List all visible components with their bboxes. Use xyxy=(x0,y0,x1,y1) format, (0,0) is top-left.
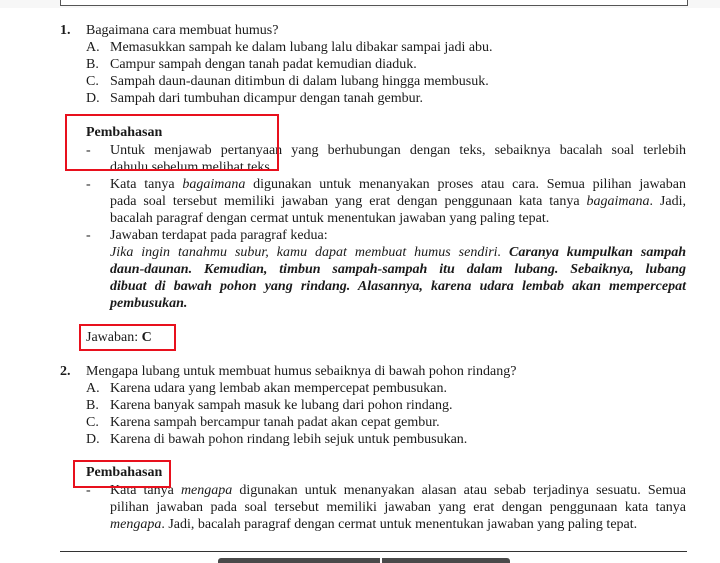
pembahasan-2-bullet-1-line-2: pilihan jawaban pada soal tersebut memiliki jawaban yang erat dengan penggunaan kata tanya xyxy=(110,500,686,515)
pembahasan-1-bullet-3-line-3: daun-daunan. Kemudian, timbun sampah-sampah itu dalam lubang. Sebaiknya, lubang xyxy=(110,262,686,277)
question-2-option-a xyxy=(86,380,447,397)
pembahasan-1-bullet-2-line-3: bacalah paragraf dengan cermat untuk menentukan jawaban yang paling tepat. xyxy=(110,211,550,226)
option-text: Karena sampah bercampur tanah padat akan cepat gembur. xyxy=(110,415,440,430)
scrollbar-divider xyxy=(380,558,382,563)
question-1-option-b xyxy=(86,56,417,73)
highlight-box-pembahasan-2 xyxy=(73,460,171,488)
option-text: Karena udara yang lembab akan mempercepat pembusukan. xyxy=(110,381,448,396)
footer-divider xyxy=(60,551,687,552)
question-2-option-c xyxy=(86,414,440,431)
highlight-box-pembahasan-1 xyxy=(65,114,279,171)
text-segment: digunakan untuk menanyakan alasan atau sebab terjadinya sesuatu. Semua xyxy=(232,483,686,498)
highlight-box-answer xyxy=(79,324,176,351)
pembahasan-1-bullet-1-line-1: Untuk menjawab pertanyaan yang berhubungan dengan teks, sebaiknya bacalah soal terlebih xyxy=(110,143,686,158)
text-segment: digunakan untuk menanyakan proses atau cara. Semua pilihan jawaban xyxy=(245,177,686,192)
question-1-option-a xyxy=(86,39,493,56)
question-2-option-d xyxy=(86,431,467,448)
option-letter: D. xyxy=(86,432,100,447)
option-letter: D. xyxy=(86,91,100,106)
pembahasan-1-bullet-3-line-4: dibuat di bawah pohon yang rindang. Alasannya, karena udara lembab akan mempercepat xyxy=(110,279,686,294)
option-letter: B. xyxy=(86,57,99,72)
text-emphasis: mengapa xyxy=(180,483,233,498)
option-letter: B. xyxy=(86,398,99,413)
option-text: Karena di bawah pohon rindang lebih sejuk untuk pembusukan. xyxy=(110,432,468,447)
quote-italic: Jika ingin tanahmu subur, kamu dapat membuat humus sendiri. xyxy=(110,245,502,260)
pembahasan-1-bullet-1-line-2: dahulu sebelum melihat teks. xyxy=(110,160,274,171)
option-letter: A. xyxy=(86,40,100,55)
option-letter: C. xyxy=(86,415,99,430)
previous-content-box xyxy=(60,0,688,6)
option-letter: C. xyxy=(86,74,99,89)
bullet-dash: - xyxy=(86,177,91,192)
question-1-option-d xyxy=(86,90,423,107)
pembahasan-1-bullet-3-line-2 xyxy=(110,244,686,261)
quote-bold: Caranya kumpulkan sampah xyxy=(509,245,687,260)
answer-value: C xyxy=(141,330,152,345)
question-1-option-c xyxy=(86,73,489,90)
bullet-dash: - xyxy=(86,228,91,243)
option-text: Karena banyak sampah masuk ke lubang dari pohon rindang. xyxy=(110,398,453,413)
pembahasan-1-bullet-3-line-5: pembusukan. xyxy=(110,296,188,311)
horizontal-scrollbar[interactable] xyxy=(218,558,510,563)
bullet-dash: - xyxy=(86,143,91,158)
option-text: Campur sampah dengan tanah padat kemudian diaduk. xyxy=(110,57,417,72)
pembahasan-1-bullet-2-line-2 xyxy=(110,193,686,210)
question-2-text: Mengapa lubang untuk membuat humus sebaiknya di bawah pohon rindang? xyxy=(86,364,517,379)
text-segment: . Jadi, bacalah paragraf dengan cermat untuk menentukan jawaban yang paling tepat. xyxy=(161,517,638,532)
question-1-text: Bagaimana cara membuat humus? xyxy=(86,23,279,38)
question-2-option-b xyxy=(86,397,453,414)
question-1-number: 1. xyxy=(60,23,71,38)
question-2-number: 2. xyxy=(60,364,71,379)
option-text: Memasukkan sampah ke dalam lubang lalu dibakar sampai jadi abu. xyxy=(110,40,493,55)
text-segment: pada soal tersebut memiliki jawaban yang erat dengan penggunaan kata tanya xyxy=(110,194,587,209)
text-segment: Kata tanya xyxy=(110,483,181,498)
text-emphasis: bagaimana xyxy=(182,177,246,192)
pembahasan-2-bullet-1-line-3 xyxy=(110,516,637,533)
text-segment: . Jadi, xyxy=(649,194,686,209)
text-emphasis: mengapa xyxy=(110,517,162,532)
text-segment: Kata tanya xyxy=(110,177,183,192)
option-text: Sampah dari tumbuhan dicampur dengan tanah gembur. xyxy=(110,91,423,106)
bullet-dash: - xyxy=(86,483,91,498)
option-text: Sampah daun-daunan ditimbun di dalam lubang hingga membusuk. xyxy=(110,74,489,89)
pembahasan-1-bullet-2-line-1 xyxy=(110,176,686,193)
question-1-pembahasan-title: Pembahasan xyxy=(86,125,163,140)
text-emphasis: bagaimana xyxy=(586,194,650,209)
question-2-pembahasan-title: Pembahasan xyxy=(86,465,163,480)
answer-label: Jawaban: xyxy=(86,330,139,345)
pembahasan-2-bullet-1-line-1 xyxy=(110,482,686,499)
option-letter: A. xyxy=(86,381,100,396)
pembahasan-1-bullet-3-line-1: Jawaban terdapat pada paragraf kedua: xyxy=(110,228,328,243)
